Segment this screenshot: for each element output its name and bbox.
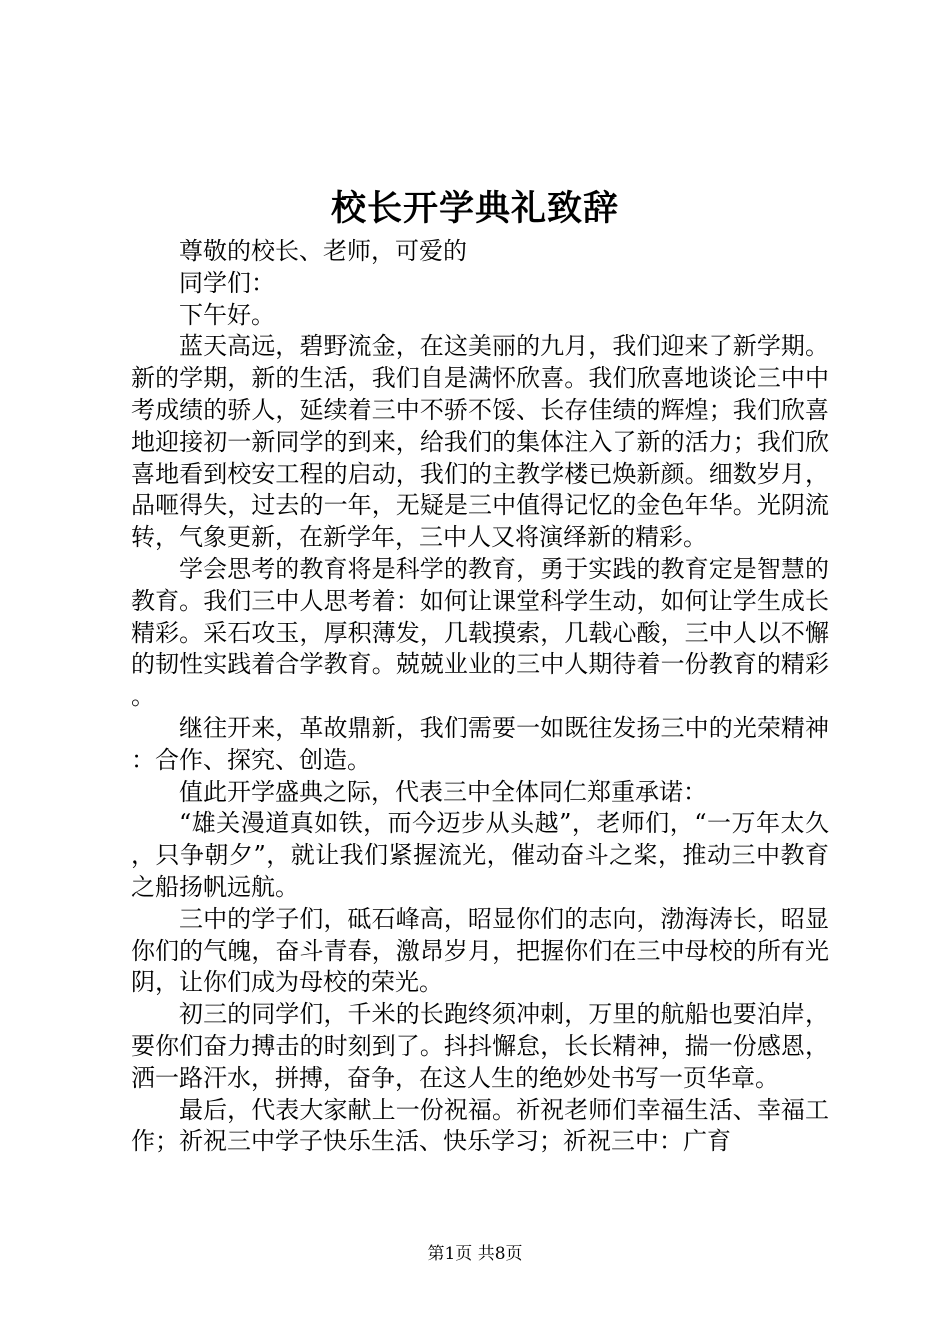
page-footer: 第1页 共8页 [427, 1244, 523, 1264]
paragraph: 三中的学子们，砥石峰高，昭显你们的志向，渤海涛长，昭显你们的气魄，奋斗青春，激昂岁月，把握你们在三中母校的所有光阴，让你们成为母校的荣光。 [131, 904, 829, 997]
document-title: 校长开学典礼致辞 [330, 188, 619, 229]
paragraph: 最后，代表大家献上一份祝福。祈祝老师们幸福生活、幸福工作；祈祝三中学子快乐生活、快乐学习；祈祝三中：广育 [131, 1095, 829, 1156]
paragraph: “雄关漫道真如铁，而今迈步从头越”，老师们，“一万年太久，只争朝夕”，就让我们紧握流光，催动奋斗之桨，推动三中教育之船扬帆远航。 [131, 809, 829, 901]
paragraph: 同学们： [179, 268, 275, 297]
paragraph: 值此开学盛典之际，代表三中全体同仁郑重承诺： [179, 777, 707, 806]
paragraph: 下午好。 [179, 300, 275, 329]
paragraph: 继往开来，革故鼎新，我们需要一如既往发扬三中的光荣精神：合作、探究、创造。 [131, 713, 829, 774]
paragraph: 尊敬的校长、老师，可爱的 [179, 237, 467, 265]
paragraph: 学会思考的教育将是科学的教育，勇于实践的教育定是智慧的教育。我们三中人思考着：如何让课堂科学生动，如何让学生成长精彩。采石攻玉，厚积薄发，几载摸索，几载心酸，三中人以不懈的韧性实践着合学教育。兢兢业业的三中人期待着一份教育的精彩。 [131, 554, 829, 711]
paragraph: 初三的同学们，千米的长跑终须冲刺，万里的航船也要泊岸，要你们奋力搏击的时刻到了。抖抖懈怠，长长精神，揣一份感恩，洒一路汗水，拼搏，奋争，在这人生的绝妙处书写一页华章。 [131, 1000, 829, 1092]
document-body [131, 236, 829, 1158]
paragraph: 蓝天高远，碧野流金，在这美丽的九月，我们迎来了新学期。新的学期，新的生活，我们自是满怀欣喜。我们欣喜地谈论三中中考成绩的骄人，延续着三中不骄不馁、长存佳绩的辉煌；我们欣喜地迎接初一新同学的到来，给我们的集体注入了新的活力；我们欣喜地看到校安工程的启动，我们的主教学楼已焕新颜。细数岁月，品咂得失，过去的一年，无疑是三中值得记忆的金色年华。光阴流转，气象更新，在新学年，三中人又将演绎新的精彩。 [131, 332, 829, 552]
